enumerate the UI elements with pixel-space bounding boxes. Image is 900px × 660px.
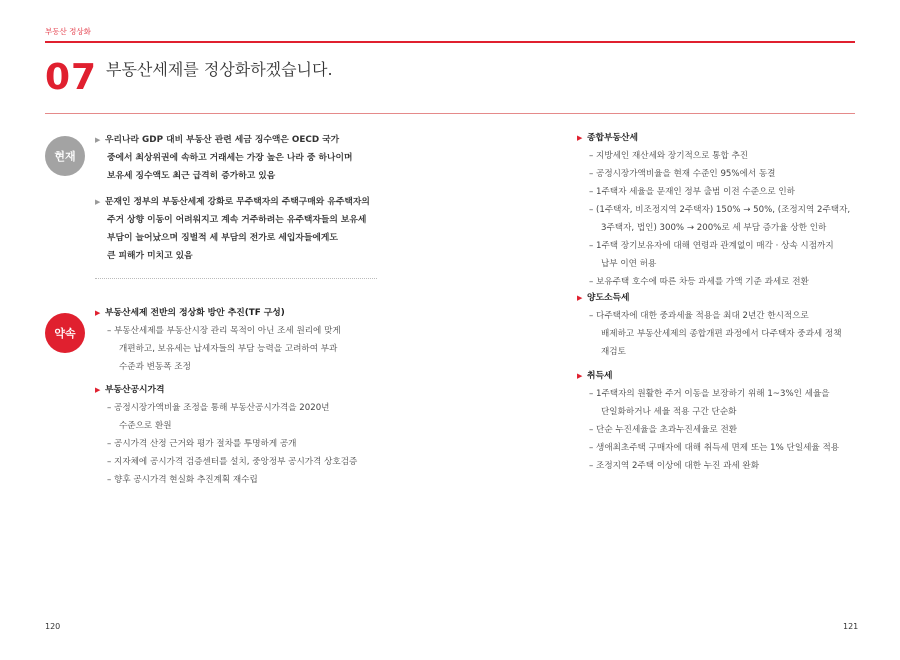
right-section-1 <box>577 129 867 291</box>
list-item: – 지방세인 재산세와 장기적으로 통합 추진 <box>589 151 749 161</box>
current-p1-line-3: 보유세 징수액도 최근 급격히 증가하고 있음 <box>107 171 276 181</box>
list-item-cont: 납부 이연 허용 <box>601 259 657 269</box>
current-p2-line-3: 부담이 늘어났으며 징벌적 세 부담의 전가로 세입자들에게도 <box>107 233 338 243</box>
top-rule <box>45 41 855 43</box>
current-paragraph-2 <box>95 193 385 265</box>
list-item-cont: 수준과 변동폭 조정 <box>119 362 191 372</box>
current-p1-line-2: 중에서 최상위권에 속하고 거래세는 가장 높은 나라 중 하나이며 <box>107 153 353 163</box>
right-section-1-title: 종합부동산세 <box>587 133 638 143</box>
right-section-3 <box>577 367 872 475</box>
list-item: – (1주택자, 비조정지역 2주택자) 150% → 50%, (조정지역 2주택자, <box>589 205 851 215</box>
list-item: – 부동산세제를 부동산시장 관리 목적이 아닌 조세 원리에 맞게 <box>107 326 341 336</box>
triangle-right-icon: ▶ <box>95 136 101 144</box>
pledge-section-1 <box>95 304 385 376</box>
triangle-right-icon: ▶ <box>95 198 101 206</box>
list-item: – 보유주택 호수에 따른 차등 과세를 가액 기준 과세로 전환 <box>589 277 809 287</box>
list-item-cont: 배제하고 부동산세제의 종합개편 과정에서 다주택자 중과세 정책 <box>601 329 842 339</box>
list-item-cont: 개편하고, 보유세는 납세자들의 부담 능력을 고려하여 부과 <box>119 344 338 354</box>
list-item: – 공정시장가액비율을 현재 수준인 95%에서 동결 <box>589 169 776 179</box>
current-paragraph-1 <box>95 131 380 185</box>
page-number-right: 121 <box>843 622 859 631</box>
list-item: – 공정시장가액비율 조정을 통해 부동산공시가격을 2020년 <box>107 403 330 413</box>
current-badge: 현재 <box>45 136 85 176</box>
pledge-section-2 <box>95 381 395 489</box>
list-item: – 단순 누진세율을 초과누진세율로 전환 <box>589 425 738 435</box>
list-item-cont: 단일화하거나 세율 적용 구간 단순화 <box>601 407 737 417</box>
list-item: – 향후 공시가격 현실화 추진계획 재수립 <box>107 475 258 485</box>
triangle-right-icon: ▶ <box>577 294 583 302</box>
list-item: – 조정지역 2주택 이상에 대한 누진 과세 완화 <box>589 461 760 471</box>
section-label: 부동산 정상화 <box>45 27 91 36</box>
sub-rule <box>45 113 855 114</box>
page-number-left: 120 <box>45 622 61 631</box>
current-p1-line-1: 우리나라 GDP 대비 부동산 관련 세금 징수액은 OECD 국가 <box>105 135 340 145</box>
list-item: – 1주택 장기보유자에 대해 연령과 관계없이 매각 · 상속 시점까지 <box>589 241 834 251</box>
current-p2-line-1: 문재인 정부의 부동산세제 강화로 무주택자의 주택구매와 유주택자의 <box>105 197 370 207</box>
chapter-number: 07 <box>45 57 98 98</box>
current-p2-line-2: 주거 상향 이동이 어려워지고 계속 거주하려는 유주택자들의 보유세 <box>107 215 367 225</box>
current-p2-line-4: 큰 피해가 미치고 있음 <box>107 251 193 261</box>
list-item: – 1주택자의 원활한 주거 이동을 보장하기 위해 1~3%인 세율을 <box>589 389 830 399</box>
list-item-cont: 수준으로 환원 <box>119 421 172 431</box>
right-section-2-title: 양도소득세 <box>587 293 630 303</box>
right-section-3-title: 취득세 <box>587 371 613 381</box>
list-item-cont: 재검토 <box>601 347 626 357</box>
triangle-right-icon: ▶ <box>95 309 101 317</box>
pledge-badge: 약속 <box>45 313 85 353</box>
right-section-2 <box>577 289 867 361</box>
triangle-right-icon: ▶ <box>95 386 101 394</box>
pledge-section-1-title: 부동산세제 전반의 정상화 방안 추진(TF 구성) <box>105 308 285 318</box>
list-item: – 지자체에 공시가격 검증센터를 설치, 중앙정부 공시가격 상호검증 <box>107 457 358 467</box>
list-item: – 공시가격 산정 근거와 평가 절차를 투명하게 공개 <box>107 439 297 449</box>
list-item-cont: 3주택자, 법인) 300% → 200%로 세 부담 증가율 상한 인하 <box>601 223 827 233</box>
triangle-right-icon: ▶ <box>577 372 583 380</box>
triangle-right-icon: ▶ <box>577 134 583 142</box>
list-item: – 1주택자 세율을 문재인 정부 출범 이전 수준으로 인하 <box>589 187 795 197</box>
pledge-section-2-title: 부동산공시가격 <box>105 385 165 395</box>
section-divider <box>95 278 377 279</box>
list-item: – 생애최초주택 구매자에 대해 취득세 면제 또는 1% 단일세율 적용 <box>589 443 840 453</box>
list-item: – 다주택자에 대한 중과세율 적용을 최대 2년간 한시적으로 <box>589 311 809 321</box>
chapter-title: 부동산세제를 정상화하겠습니다. <box>106 60 333 79</box>
